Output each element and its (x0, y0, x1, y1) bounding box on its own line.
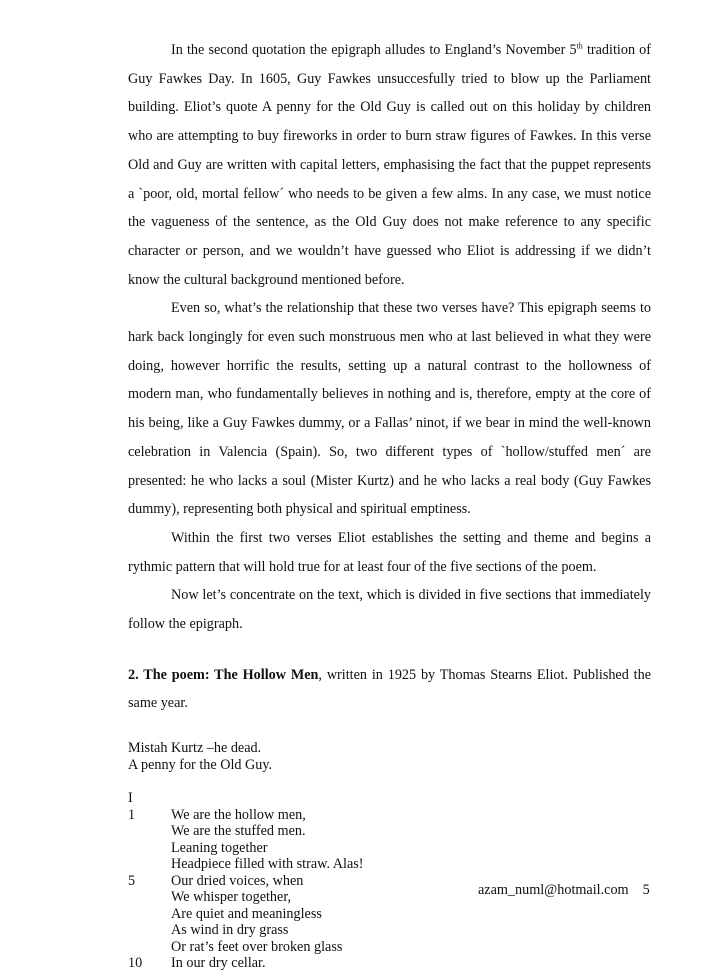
line-number (128, 889, 171, 906)
poem-line-text: In our dry cellar. (171, 955, 266, 972)
poem-line (128, 906, 651, 923)
line-number (128, 823, 171, 840)
line-number (128, 939, 171, 956)
line-number (128, 922, 171, 939)
poem-line-text: We are the hollow men, (171, 806, 306, 823)
document-body (128, 36, 651, 972)
paragraph-concentrate-text: Now let’s concentrate on the text, which is divided in five sections that immediately follow the epigraph. (128, 587, 651, 633)
poem-line (128, 922, 651, 939)
poem-line (128, 807, 651, 824)
paragraph-guy-fawkes (128, 36, 651, 294)
poem-line (128, 823, 651, 840)
line-number (128, 856, 171, 873)
page-footer (478, 881, 650, 899)
epigraph-line: Mistah Kurtz –he dead. (128, 740, 262, 757)
epigraph-line: A penny for the Old Guy. (128, 756, 273, 773)
poem-line-text: We whisper together, (171, 889, 292, 906)
line-number: 5 (128, 872, 136, 889)
section-heading-title: 2. The poem: The Hollow Men (128, 666, 319, 683)
poem-line-text: Are quiet and meaningless (171, 905, 322, 922)
poem-line (128, 955, 651, 972)
paragraph-relationship: Even so, what’s the relationship that these two verses have? This epigraph seems to hark back longingly for even such monstruous men who at last believed in what they were doing, however horrific the results, setting up a natural contrast to the hollowness of modern man, who fundamentally believes in nothing and is, therefore, empty at the core of his being, like a Guy Fawkes dummy, or a Fallas’ ninot, if we bear in mind the well-known celebration in Valencia (Spain). So, two different types of `hollow/stuffed men´ are presented: he who lacks a soul (Mister Kurtz) and he who lacks a real body (Guy Fawkes dummy), representing both physical and spiritual emptiness. (128, 300, 651, 518)
page-number: 5 (642, 882, 650, 898)
poem-line-text: As wind in dry grass (171, 922, 289, 939)
paragraph-text: tradition of Guy Fawkes Day. In 1605, Guy Fawkes unsuccesfully tried to blow up the Parliament building. Eliot’s quote A penny for the Old Guy is called out on this holiday by children who are attempting to buy fireworks in order to burn straw figures of Fawkes. In this verse Old and Guy are written with capital letters, emphasising the fact that the puppet represents a `poor, old, mortal fellow´ who needs to be given a few alms. In any case, we must notice the vagueness of the sentence, as the Old Guy does not make reference to any specific character or person, and we wouldn’t have guessed who Eliot is addressing if we didn’t know the cultural background mentioned before. (128, 42, 652, 288)
paragraph-setting-theme: Within the first two verses Eliot establishes the setting and theme and begins a rythmic pattern that will hold true for at least four of the five sections of the poem. (128, 529, 651, 575)
poem-line-text: Headpiece filled with straw. Alas! (171, 856, 364, 873)
poem-line-text: Our dried voices, when (171, 872, 304, 889)
footer-email: azam_numl@hotmail.com (478, 882, 629, 898)
poem-line-text: Leaning together (171, 839, 268, 856)
line-number (128, 840, 171, 857)
section-heading (128, 661, 651, 718)
poem-line (128, 856, 651, 873)
poem-line-text: Or rat’s feet over broken glass (171, 938, 343, 955)
line-number (128, 906, 171, 923)
ordinal-superscript: th (576, 41, 583, 51)
poem-line-text: We are the stuffed men. (171, 823, 306, 840)
poem-section-label: I (128, 790, 133, 807)
paragraph-text: In the second quotation the epigraph alludes to England’s November 5 (171, 42, 577, 58)
section-heading-rest: , written in 1925 by Thomas Stearns Eliot. Published the same year. (128, 666, 652, 712)
poem-line (128, 939, 651, 956)
line-number: 1 (128, 806, 136, 823)
line-number: 10 (128, 955, 143, 972)
poem-line (128, 840, 651, 857)
epigraph-block (128, 740, 651, 773)
